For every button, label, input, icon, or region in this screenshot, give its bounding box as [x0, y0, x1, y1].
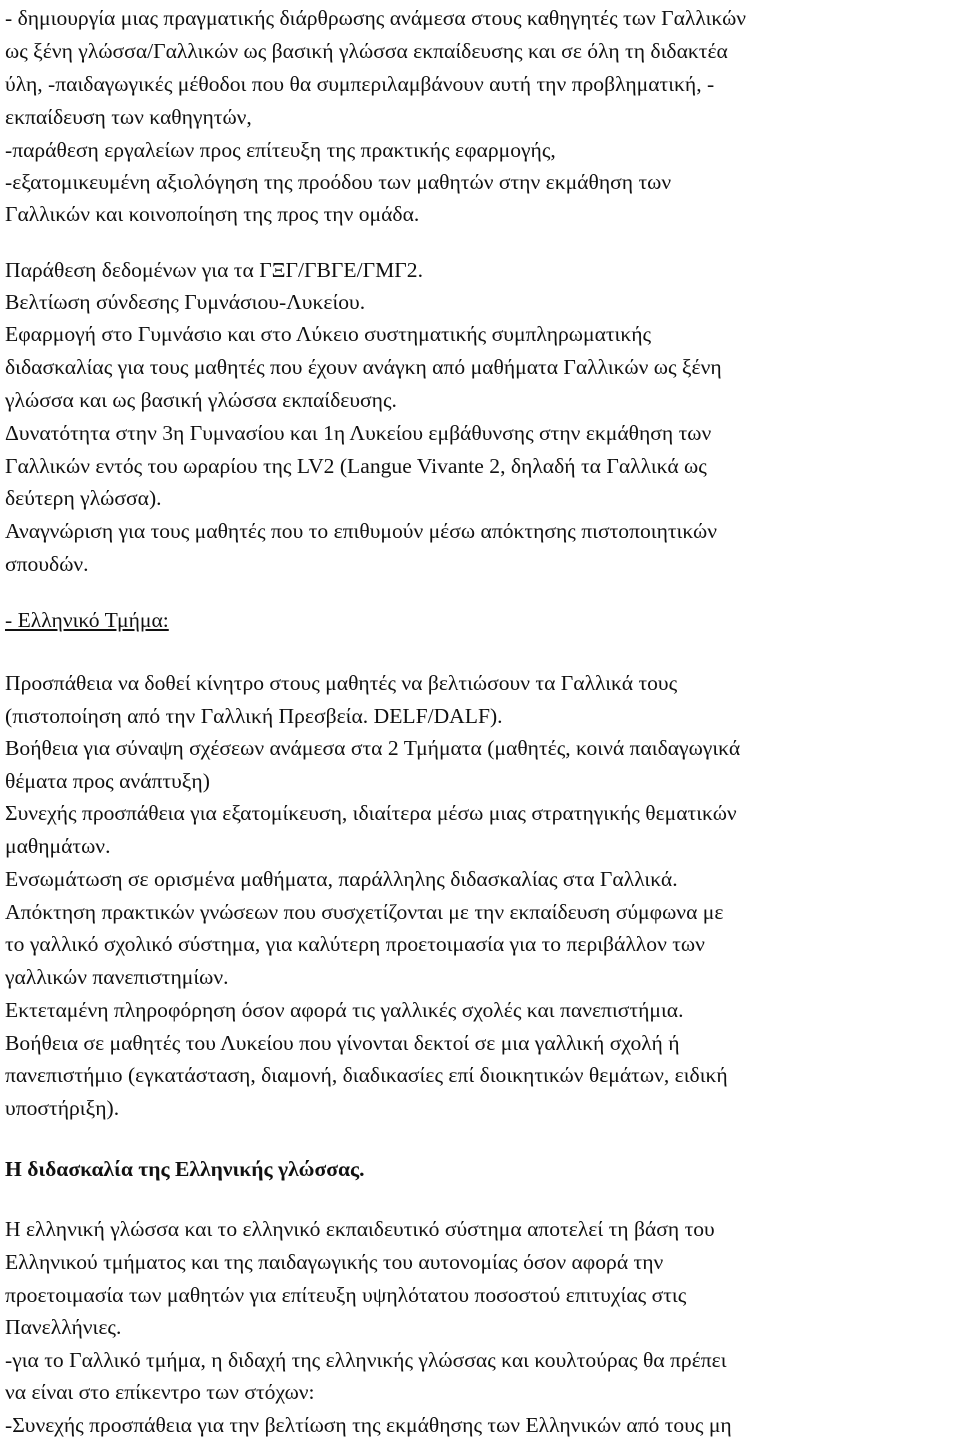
text-line: διδασκαλίας για τους μαθητές που έχουν ανάγκη από μαθήματα Γαλλικών ως ξένη [5, 355, 722, 379]
text-line: θέματα προς ανάπτυξη) [5, 769, 210, 793]
text-line: γαλλικών πανεπιστημίων. [5, 965, 229, 989]
text-line: Βελτίωση σύνδεσης Γυμνάσιου-Λυκείου. [5, 290, 366, 314]
text-line: Γαλλικών εντός του ωραρίου της LV2 (Langue Vivante 2, δηλαδή τα Γαλλικά ως [5, 454, 707, 478]
text-line: Εκτεταμένη πληροφόρηση όσον αφορά τις γαλλικές σχολές και πανεπιστήμια. [5, 998, 684, 1022]
text-line: Προσπάθεια να δοθεί κίνητρο στους μαθητές να βελτιώσουν τα Γαλλικά τους [5, 671, 678, 695]
text-line: -εξατομικευμένη αξιολόγηση της προόδου των μαθητών στην εκμάθηση των [5, 170, 672, 194]
text-line: πανεπιστήμιο (εγκατάσταση, διαμονή, διαδικασίες επί διοικητικών θεμάτων, ειδική [5, 1063, 728, 1087]
text-line: Βοήθεια για σύναψη σχέσεων ανάμεσα στα 2 Τμήματα (μαθητές, κοινά παιδαγωγικά [5, 736, 741, 760]
text-line: -παράθεση εργαλείων προς επίτευξη της πρακτικής εφαρμογής, [5, 138, 556, 162]
text-line: μαθημάτων. [5, 834, 111, 858]
text-line: Πανελλήνιες. [5, 1315, 122, 1339]
text-line: Ελληνικού τμήματος και της παιδαγωγικής του αυτονομίας όσον αφορά την [5, 1250, 664, 1274]
text-line: Βοήθεια σε μαθητές του Λυκείου που γίνονται δεκτοί σε μια γαλλική σχολή ή [5, 1031, 680, 1055]
text-line: Απόκτηση πρακτικών γνώσεων που συσχετίζονται με την εκπαίδευση σύμφωνα με [5, 900, 724, 924]
text-line: Παράθεση δεδομένων για τα ΓΞΓ/ΓΒΓΕ/ΓΜΓ2. [5, 258, 423, 282]
text-line: - δημιουργία μιας πραγματικής διάρθρωσης ανάμεσα στους καθηγητές των Γαλλικών [5, 6, 747, 30]
text-line: Ενσωμάτωση σε ορισμένα μαθήματα, παράλληλης διδασκαλίας στα Γαλλικά. [5, 867, 678, 891]
section-heading-greek-language: Η διδασκαλία της Ελληνικής γλώσσας. [5, 1157, 365, 1181]
text-line: σπουδών. [5, 552, 89, 576]
text-line: προετοιμασία των μαθητών για επίτευξη υψηλότατου ποσοστού επιτυχίας στις [5, 1283, 687, 1307]
text-line: να είναι στο επίκεντρο των στόχων: [5, 1380, 315, 1404]
text-line: γλώσσα και ως βασική γλώσσα εκπαίδευσης. [5, 388, 397, 412]
section-heading-greek-department: - Ελληνικό Τμήμα: [5, 608, 169, 632]
text-line: Εφαρμογή στο Γυμνάσιο και στο Λύκειο συστηματικής συμπληρωματικής [5, 322, 652, 346]
text-line: ως ξένη γλώσσα/Γαλλικών ως βασική γλώσσα εκπαίδευσης και σε όλη τη διδακτέα [5, 39, 728, 63]
text-line: το γαλλικό σχολικό σύστημα, για καλύτερη προετοιμασία για το περιβάλλον των [5, 932, 705, 956]
text-line: Αναγνώριση για τους μαθητές που το επιθυμούν μέσω απόκτησης πιστοποιητικών [5, 519, 718, 543]
text-line: -Συνεχής προσπάθεια για την βελτίωση της εκμάθησης των Ελληνικών από τους μη [5, 1413, 732, 1437]
text-line: υποστήριξη). [5, 1096, 120, 1120]
text-line: εκπαίδευση των καθηγητών, [5, 105, 252, 129]
text-line: Η ελληνική γλώσσα και το ελληνικό εκπαιδευτικό σύστημα αποτελεί τη βάση του [5, 1217, 715, 1241]
text-line: Δυνατότητα στην 3η Γυμνασίου και 1η Λυκείου εμβάθυνσης στην εκμάθηση των [5, 421, 712, 445]
text-line: -για το Γαλλικό τμήμα, η διδαχή της ελληνικής γλώσσας και κουλτούρας θα πρέπει [5, 1348, 727, 1372]
text-line: ύλη, -παιδαγωγικές μέθοδοι που θα συμπεριλαμβάνουν αυτή την προβληματική, - [5, 72, 715, 96]
text-line: (πιστοποίηση από την Γαλλική Πρεσβεία. DELF/DALF). [5, 704, 503, 728]
text-line: Συνεχής προσπάθεια για εξατομίκευση, ιδιαίτερα μέσω μιας στρατηγικής θεματικών [5, 801, 737, 825]
text-line: Γαλλικών και κοινοποίηση της προς την ομάδα. [5, 202, 420, 226]
text-line: δεύτερη γλώσσα). [5, 486, 162, 510]
